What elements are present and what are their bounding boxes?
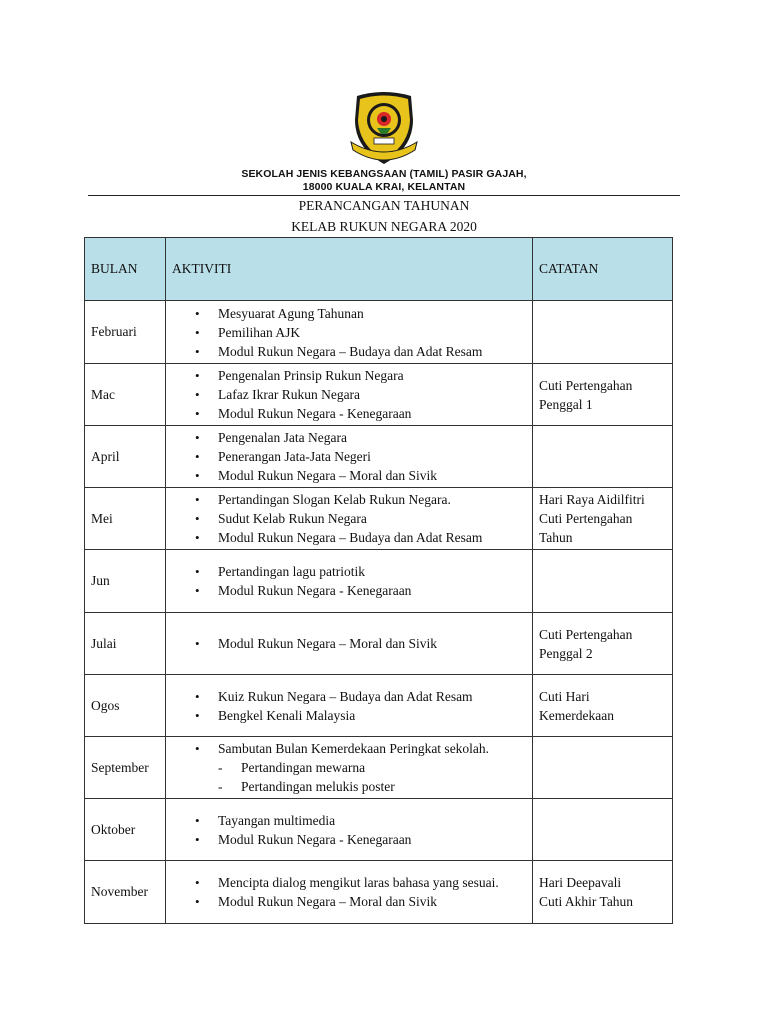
activity-list: [172, 428, 526, 485]
activity-list: [172, 634, 526, 653]
table-row: [85, 737, 673, 799]
activity-cell: [166, 550, 533, 613]
activity-cell: [166, 364, 533, 426]
activity-item: • Modul Rukun Negara - Kenegaraan: [218, 830, 526, 849]
document-title: PERANCANGAN TAHUNAN: [298, 198, 470, 213]
month-cell: Oktober: [85, 799, 166, 861]
document-subtitle: KELAB RUKUN NEGARA 2020: [291, 219, 477, 234]
sub-activity-wrapper: [218, 758, 526, 796]
activity-list: [172, 562, 526, 600]
table-row: [85, 426, 673, 488]
activity-list: [172, 873, 526, 911]
column-header-bulan: BULAN: [85, 238, 166, 301]
activity-item: • Kuiz Rukun Negara – Budaya dan Adat Resam: [218, 687, 526, 706]
activity-cell: [166, 861, 533, 924]
table-row: [85, 364, 673, 426]
month-cell: November: [85, 861, 166, 924]
table-row: [85, 675, 673, 737]
school-crest-icon: [347, 90, 421, 170]
activity-cell: [166, 426, 533, 488]
month-cell: Jun: [85, 550, 166, 613]
annual-plan-table: [84, 237, 673, 924]
sub-activity-item: - Pertandingan mewarna: [241, 758, 526, 777]
school-address-line2: 18000 KUALA KRAI, KELANTAN: [302, 181, 466, 193]
activity-item: • Tayangan multimedia: [218, 811, 526, 830]
note-cell: [533, 301, 673, 364]
month-cell: April: [85, 426, 166, 488]
note-cell: [533, 488, 673, 550]
activity-cell: [166, 675, 533, 737]
note-line: Cuti Pertengahan: [539, 511, 633, 526]
activity-item: • Modul Rukun Negara - Kenegaraan: [218, 404, 526, 423]
activity-item: • Pertandingan Slogan Kelab Rukun Negara.: [218, 490, 526, 509]
column-header-aktiviti: AKTIVITI: [166, 238, 533, 301]
activity-item: • Pemilihan AJK: [218, 323, 526, 342]
activity-item: • Pengenalan Prinsip Rukun Negara: [218, 366, 526, 385]
note-cell: [533, 364, 673, 426]
activity-item: • Modul Rukun Negara – Moral dan Sivik: [218, 634, 526, 653]
activity-item: • Modul Rukun Negara – Budaya dan Adat Resam: [218, 528, 526, 547]
table-row: [85, 550, 673, 613]
activity-item: • Sudut Kelab Rukun Negara: [218, 509, 526, 528]
table-row: [85, 613, 673, 675]
note-line: Cuti Akhir Tahun: [539, 894, 634, 909]
activity-item: • Penerangan Jata-Jata Negeri: [218, 447, 526, 466]
activity-item: • Modul Rukun Negara - Kenegaraan: [218, 581, 526, 600]
activity-list: [172, 366, 526, 423]
month-cell: September: [85, 737, 166, 799]
month-cell: Mei: [85, 488, 166, 550]
note-cell: [533, 799, 673, 861]
month-cell: Mac: [85, 364, 166, 426]
note-cell: [533, 613, 673, 675]
header-divider: [88, 195, 680, 196]
note-cell: [533, 737, 673, 799]
note-cell: [533, 861, 673, 924]
note-line: Hari Deepavali: [539, 875, 622, 890]
column-header-catatan: CATATAN: [533, 238, 673, 301]
activity-list: [172, 739, 526, 796]
activity-item: • Modul Rukun Negara – Budaya dan Adat Resam: [218, 342, 526, 361]
school-name-line1: SEKOLAH JENIS KEBANGSAAN (TAMIL) PASIR GAJAH,: [241, 168, 527, 180]
activity-item: • Sambutan Bulan Kemerdekaan Peringkat sekolah.: [218, 739, 526, 758]
note-line: Kemerdekaan: [539, 707, 614, 723]
activity-cell: [166, 301, 533, 364]
note-line: Cuti Hari: [539, 688, 590, 704]
table-row: [85, 799, 673, 861]
month-cell: Julai: [85, 613, 166, 675]
note-line: Cuti Pertengahan: [539, 377, 633, 393]
note-line: Hari Raya Aidilfitri: [539, 492, 645, 507]
month-cell: Ogos: [85, 675, 166, 737]
activity-item: • Mencipta dialog mengikut laras bahasa yang sesuai.: [218, 873, 526, 892]
note-line: Penggal 2: [539, 645, 593, 661]
note-line: Tahun: [539, 530, 573, 545]
activity-list: [172, 687, 526, 725]
table-row: [85, 488, 673, 550]
sub-activity-list: [218, 758, 526, 796]
table-header-row: [85, 238, 673, 301]
activity-item: • Modul Rukun Negara – Moral dan Sivik: [218, 892, 526, 911]
month-cell: Februari: [85, 301, 166, 364]
activity-list: [172, 304, 526, 361]
note-cell: [533, 426, 673, 488]
activity-item: • Bengkel Kenali Malaysia: [218, 706, 526, 725]
activity-cell: [166, 613, 533, 675]
sub-activity-item: - Pertandingan melukis poster: [241, 777, 526, 796]
note-line: Cuti Pertengahan: [539, 626, 633, 642]
activity-item: • Lafaz Ikrar Rukun Negara: [218, 385, 526, 404]
activity-cell: [166, 737, 533, 799]
table-row: [85, 301, 673, 364]
note-cell: [533, 675, 673, 737]
activity-cell: [166, 799, 533, 861]
activity-item: • Modul Rukun Negara – Moral dan Sivik: [218, 466, 526, 485]
note-line: Penggal 1: [539, 396, 593, 412]
activity-item: • Pertandingan lagu patriotik: [218, 562, 526, 581]
activity-item: • Pengenalan Jata Negara: [218, 428, 526, 447]
activity-list: [172, 811, 526, 849]
note-cell: [533, 550, 673, 613]
table-row: [85, 861, 673, 924]
activity-item: • Mesyuarat Agung Tahunan: [218, 304, 526, 323]
activity-list: [172, 490, 526, 547]
activity-cell: [166, 488, 533, 550]
